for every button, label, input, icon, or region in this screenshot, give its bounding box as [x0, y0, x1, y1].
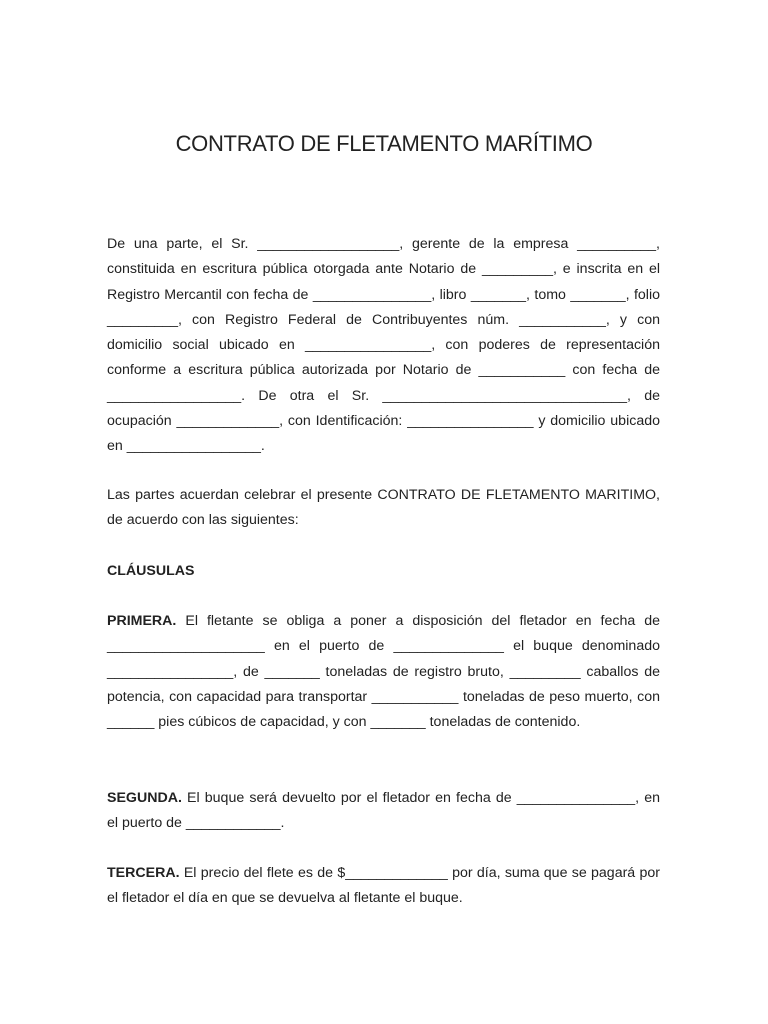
- clause-first: [107, 609, 660, 735]
- clause-third-label: TERCERA.: [107, 865, 180, 881]
- clause-second: [107, 786, 660, 837]
- clause-first-label: PRIMERA.: [107, 613, 177, 629]
- clause-third: [107, 861, 660, 912]
- clause-second-label: SEGUNDA.: [107, 790, 182, 806]
- document-title: CONTRATO DE FLETAMENTO MARÍTIMO: [175, 131, 593, 156]
- clauses-heading: CLÁUSULAS: [107, 563, 195, 579]
- agreement-paragraph: Las partes acuerdan celebrar el presente CONTRATO DE FLETAMENTO MARITIMO, de acuerdo con las siguientes:: [107, 487, 660, 529]
- clause-third-text: El precio del flete es de $_____________ por día, suma que se pagará por el fletador el día en que se devuelva al fletante el buque.: [107, 865, 660, 907]
- clause-first-text: El fletante se obliga a poner a disposición del fletador en fecha de ____________________ en el puerto de ______________ el buque denominado ________________, de _______ toneladas de registro bruto, _________ caballos de potencia, con capacidad para transportar ___________ toneladas de peso muerto, con ______ pies cúbicos de capacidad, y con _______ toneladas de contenido.: [107, 613, 660, 731]
- intro-paragraph: De una parte, el Sr. __________________, gerente de la empresa __________, constituida en escritura pública otorgada ante Notario de _________, e inscrita en el Registro Mercantil con fecha de _______________, libro _______, tomo _______, folio _________, con Registro Federal de Contribuyentes núm. ___________, y con domicilio social ubicado en ________________, con poderes de representación conforme a escritura pública autorizada por Notario de ___________ con fecha de _________________. De otra el Sr. _______________________________, de ocupación _____________, con Identificación: ________________ y domicilio ubicado en _________________.: [107, 236, 660, 455]
- clause-second-text: El buque será devuelto por el fletador en fecha de _______________, en el puerto de ____________.: [107, 790, 660, 832]
